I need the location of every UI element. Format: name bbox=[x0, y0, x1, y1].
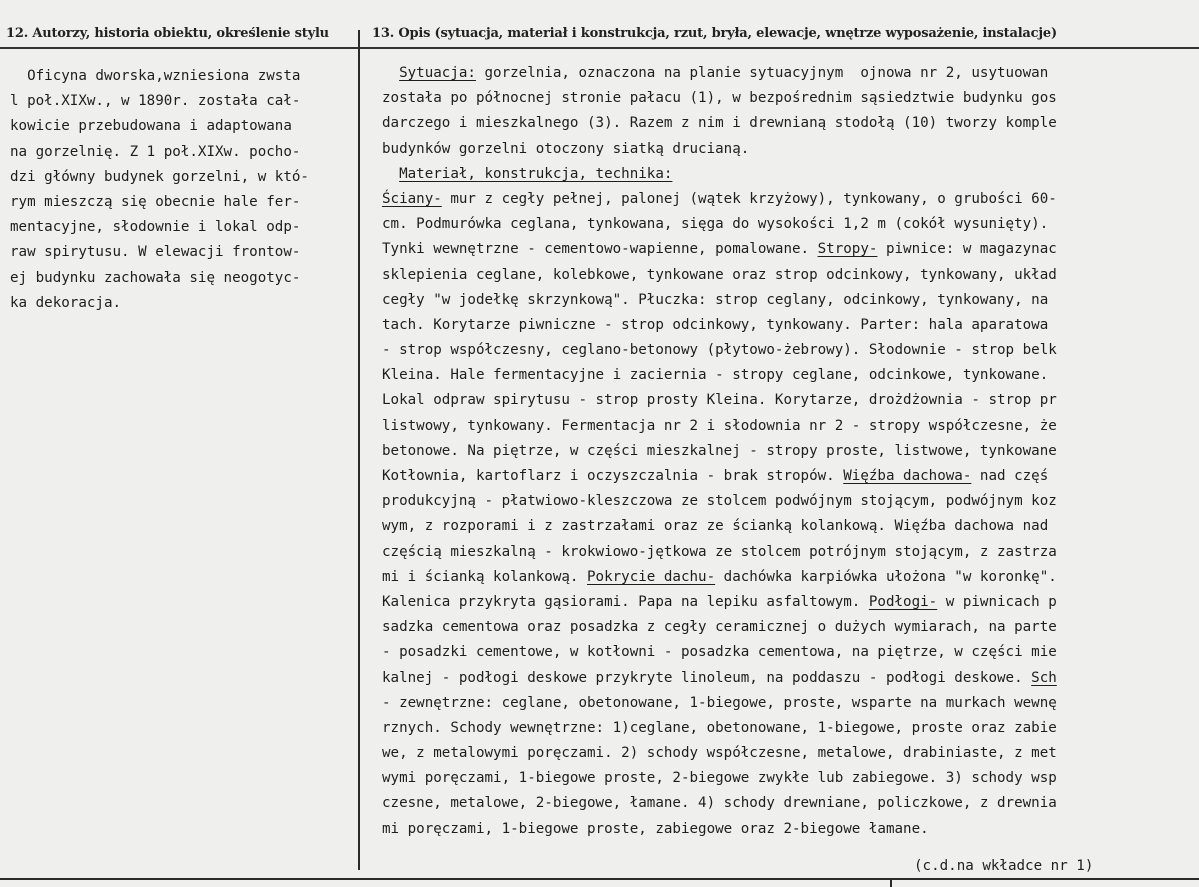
subsection-heading: Więźba dachowa- bbox=[843, 468, 972, 484]
subsection-heading: Sytuacja: bbox=[399, 65, 476, 81]
description-line bbox=[382, 464, 1199, 489]
footer-divider bbox=[0, 878, 1199, 880]
description-line bbox=[382, 212, 1199, 237]
description-line bbox=[382, 338, 1199, 363]
description-line bbox=[382, 716, 1199, 741]
section-header-12: 12. Autorzy, historia obiektu, określenie stylu bbox=[6, 26, 329, 41]
description-text: dachówka karpiówka ułożona "w koronkę". bbox=[715, 568, 1057, 585]
description-line bbox=[382, 61, 1199, 86]
continuation-note: (c.d.na wkładce nr 1) bbox=[914, 858, 1094, 874]
description-line bbox=[382, 640, 1199, 665]
description-text: produkcyjną - płatwiowo-kleszczowa ze stolcem podwójnym stojącym, podwójnym koz bbox=[382, 493, 1057, 510]
description-line bbox=[382, 791, 1199, 816]
description-text bbox=[382, 166, 399, 182]
description-line bbox=[382, 439, 1199, 464]
description-text: Kotłownia, kartoflarz i oczyszczalnia - brak stropów. bbox=[382, 468, 844, 484]
subsection-heading: Pokrycie dachu- bbox=[587, 568, 716, 585]
description-line bbox=[382, 363, 1199, 388]
description-line bbox=[382, 691, 1199, 716]
description-text: nad częś bbox=[971, 468, 1049, 484]
history-line: ej budynku zachowała się neogotyc- bbox=[10, 269, 301, 286]
history-line: Oficyna dworska,wzniesiona zwsta bbox=[10, 68, 301, 84]
subsection-heading: Stropy- bbox=[817, 241, 878, 258]
description-text: betonowe. Na piętrze, w części mieszkalnej - stropy proste, listwowe, tynkowane bbox=[382, 442, 1057, 459]
history-line: raw spirytusu. W elewacji frontow- bbox=[10, 244, 301, 261]
description-line bbox=[382, 388, 1199, 413]
description-line bbox=[382, 237, 1199, 262]
description-text: w piwnicach p bbox=[937, 593, 1057, 610]
description-text: listwowy, tynkowany. Fermentacja nr 2 i słodownia nr 2 - stropy współczesne, że bbox=[382, 417, 1057, 434]
description-line bbox=[382, 111, 1199, 136]
history-line: na gorzelnię. Z 1 poł.XIXw. pocho- bbox=[10, 143, 301, 160]
description-text: Kalenica przykryta gąsiorami. Papa na lepiku asfaltowym. bbox=[382, 593, 869, 610]
description-text: Lokal odpraw spirytusu - strop prosty Kleina. Korytarze, drożdżownia - strop pr bbox=[382, 392, 1057, 409]
section-header-13: 13. Opis (sytuacja, materiał i konstrukcja, rzut, bryła, elewacje, wnętrze wyposażenie, instalacje) bbox=[372, 26, 1057, 41]
description-line bbox=[382, 590, 1199, 615]
description-text: mi i ścianką kolankową. bbox=[382, 568, 587, 585]
description-line bbox=[382, 741, 1199, 766]
description-line bbox=[382, 615, 1199, 640]
description-text: Kleina. Hale fermentacyjne i zaciernia - stropy ceglane, odcinkowe, tynkowane. bbox=[382, 367, 1049, 384]
history-line: rym mieszczą się obecnie hale fer- bbox=[10, 193, 301, 210]
description-text: kalnej - podłogi deskowe przykryte linoleum, na poddaszu - podłogi deskowe. bbox=[382, 669, 1032, 686]
history-line: dzi główny budynek gorzelni, w któ- bbox=[10, 168, 309, 185]
description-text: czesne, metalowe, 2-biegowe, łamane. 4) schody drewniane, policzkowe, z drewnia bbox=[382, 795, 1057, 812]
description-text: cm. Podmurówka ceglana, tynkowana, sięga do wysokości 1,2 m (cokół wysunięty). bbox=[382, 216, 1049, 233]
description-text-column bbox=[382, 61, 1199, 842]
description-text: sklepienia ceglane, kolebkowe, tynkowane oraz strop odcinkowy, tynkowany, układ bbox=[382, 266, 1057, 283]
description-line bbox=[382, 313, 1199, 338]
description-line bbox=[382, 288, 1199, 313]
description-line bbox=[382, 666, 1199, 691]
history-line: ka dekoracja. bbox=[10, 294, 122, 311]
description-line bbox=[382, 766, 1199, 791]
description-text bbox=[382, 65, 399, 81]
description-text: tach. Korytarze piwniczne - strop odcinkowy, tynkowany. Parter: hala aparatowa bbox=[382, 316, 1049, 333]
description-line bbox=[382, 263, 1199, 288]
description-text: wymi poręczami, 1-biegowe proste, 2-biegowe zwykłe lub zabiegowe. 3) schody wsp bbox=[382, 770, 1057, 787]
description-line bbox=[382, 86, 1199, 111]
description-text: rznych. Schody wewnętrzne: 1)ceglane, obetonowane, 1-biegowe, proste oraz zabie bbox=[382, 719, 1057, 736]
history-text-column bbox=[10, 64, 360, 316]
description-line bbox=[382, 489, 1199, 514]
history-line: l poł.XIXw., w 1890r. została cał- bbox=[10, 93, 301, 110]
description-text: częścią mieszkalną - krokwiowo-jętkowa ze stolcem potrójnym stojącym, z zastrza bbox=[382, 543, 1057, 560]
description-text: wym, z rozporami i z zastrzałami oraz ze ścianką kolankową. Więźba dachowa nad bbox=[382, 518, 1049, 535]
subsection-heading: Ściany- bbox=[382, 190, 442, 207]
subsection-heading: Sch bbox=[1031, 669, 1057, 686]
description-line bbox=[382, 137, 1199, 162]
description-line bbox=[382, 187, 1199, 212]
description-text: Tynki wewnętrzne - cementowo-wapienne, pomalowane. bbox=[382, 241, 818, 258]
subsection-heading: Materiał, konstrukcja, technika: bbox=[399, 165, 673, 182]
description-line bbox=[382, 565, 1199, 590]
description-text: gorzelnia, oznaczona na planie sytuacyjnym ojnowa nr 2, usytuowan bbox=[475, 65, 1049, 81]
description-text: sadzka cementowa oraz posadzka z cegły ceramicznej o dużych wymiarach, na parte bbox=[382, 619, 1057, 636]
description-line bbox=[382, 414, 1199, 439]
description-text: we, z metalowymi poręczami. 2) schody współczesne, metalowe, drabiniaste, z met bbox=[382, 745, 1057, 762]
footer-divider-tick bbox=[890, 878, 892, 887]
description-line bbox=[382, 514, 1199, 539]
history-line: mentacyjne, słodownie i lokal odp- bbox=[10, 219, 301, 236]
description-text: - zewnętrzne: ceglane, obetonowane, 1-biegowe, proste, wsparte na murkach wewnę bbox=[382, 694, 1057, 711]
description-text: została po północnej stronie pałacu (1), w bezpośrednim sąsiedztwie budynku gos bbox=[382, 90, 1057, 107]
subsection-heading: Podłogi- bbox=[868, 593, 938, 610]
description-line bbox=[382, 540, 1199, 565]
description-text: cegły "w jodełkę skrzynkową". Płuczka: strop ceglany, odcinkowy, tynkowany, na bbox=[382, 291, 1049, 308]
description-text: budynków gorzelni otoczony siatką drucianą. bbox=[382, 140, 750, 157]
header-divider bbox=[0, 47, 1199, 49]
description-text: - posadzki cementowe, w kotłowni - posadzka cementowa, na piętrze, w części mie bbox=[382, 644, 1057, 661]
description-text: mur z cegły pełnej, palonej (wątek krzyżowy), tynkowany, o grubości 60- bbox=[441, 190, 1057, 207]
description-text: mi poręczami, 1-biegowe proste, zabiegowe oraz 2-biegowe łamane. bbox=[382, 820, 929, 837]
description-text: piwnice: w magazynac bbox=[877, 241, 1057, 258]
description-text: - strop współczesny, ceglano-betonowy (płytowo-żebrowy). Słodownie - strop belk bbox=[382, 342, 1057, 359]
description-text: darczego i mieszkalnego (3). Razem z nim i drewnianą stodołą (10) tworzy komple bbox=[382, 115, 1057, 132]
history-line: kowicie przebudowana i adaptowana bbox=[10, 118, 292, 135]
description-line bbox=[382, 817, 1199, 842]
description-line bbox=[382, 162, 1199, 187]
